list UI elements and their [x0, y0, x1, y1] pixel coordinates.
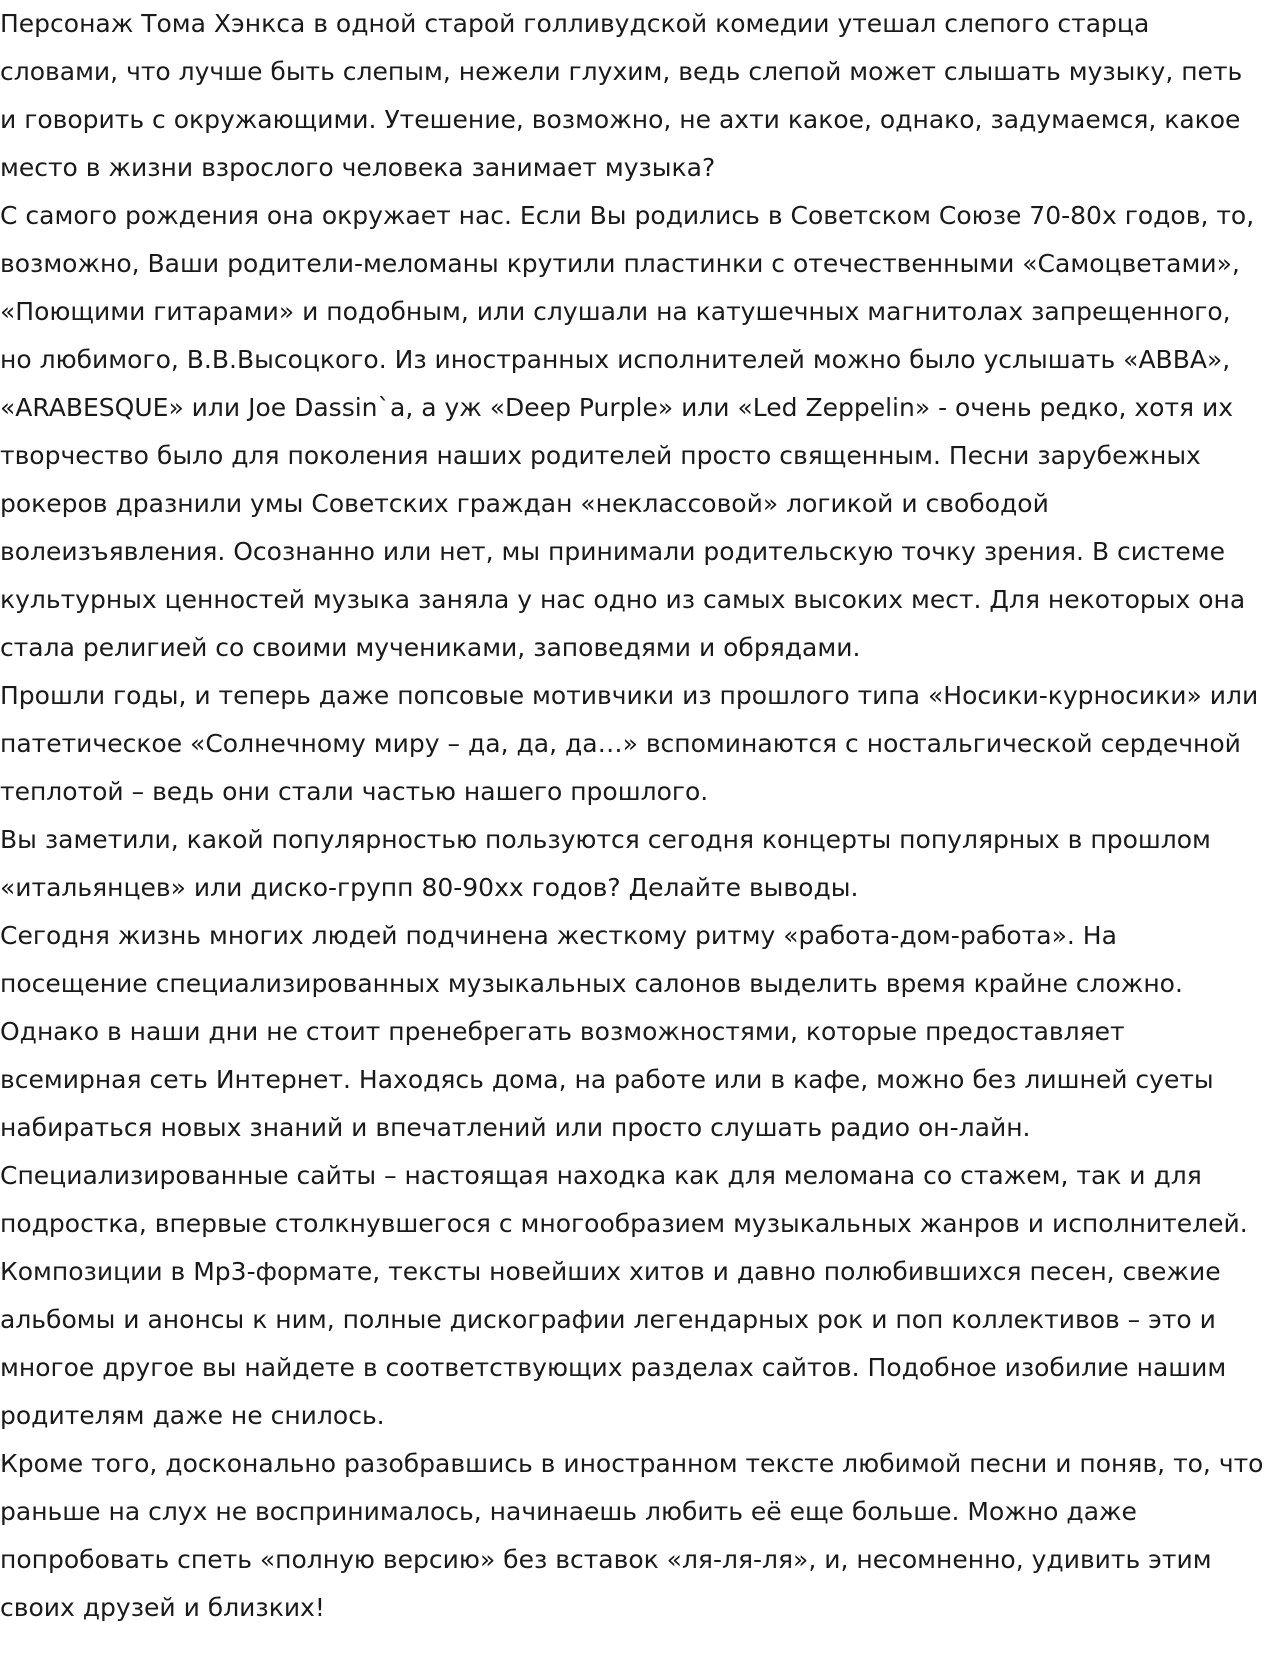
paragraph-internet: Сегодня жизнь многих людей подчинена жесткому ритму «работа-дом-работа». На посещение специализированных музыкальных салонов выделить время крайне сложно. Однако в наши дни не стоит пренебрегать возможностями, которые предоставляет всемирная сеть Интернет. Находясь дома, на работе или в кафе, можно без лишней суеты набираться новых знаний и впечатлений или просто слушать радио он-лайн. — [0, 921, 1214, 1142]
paragraph-soviet-music: С самого рождения она окружает нас. Если Вы родились в Советском Союзе 70-80х годов, то, возможно, Ваши родители-меломаны крутили пластинки с отечественными «Самоцветами», «Поющими гитарами» и подобным, или слушали на катушечных магнитолах запрещенного, но любимого, В.В.Высоцкого. Из иностранных исполнителей можно было услышать «ABBA», «ARABESQUE» или Joe Dassin`a, а уж «Deep Purple» или «Led Zeppelin» - очень редко, хотя их творчество было для поколения наших родителей просто священным. Песни зарубежных рокеров дразнили умы Советских граждан «неклассовой» логикой и свободой волеизъявления. Осознанно или нет, мы принимали родительскую точку зрения. В системе культурных ценностей музыка заняла у нас одно из самых высоких мест. Для некоторых она стала религией со своими мучениками, заповедями и обрядами. — [0, 201, 1255, 662]
paragraph-nostalgia: Прошли годы, и теперь даже попсовые мотивчики из прошлого типа «Носики-курносики» или патетическое «Солнечному миру – да, да, да…» вспоминаются с ностальгической сердечной теплотой – ведь они стали частью нашего прошлого. — [0, 681, 1259, 806]
paragraph-intro: Персонаж Тома Хэнкса в одной старой голливудской комедии утешал слепого старца словами, что лучше быть слепым, нежели глухим, ведь слепой может слышать музыку, петь и говорить с окружающими. Утешение, возможно, не ахти какое, однако, задумаемся, какое место в жизни взрослого человека занимает музыка? — [0, 9, 1243, 182]
paragraph-music-sites: Специализированные сайты – настоящая находка как для меломана со стажем, так и для подростка, впервые столкнувшегося с многообразием музыкальных жанров и исполнителей. Композиции в Mp3-формате, тексты новейших хитов и давно полюбившихся песен, свежие альбомы и анонсы к ним, полные дискографии легендарных рок и поп коллективов – это и многое другое вы найдете в соответствующих разделах сайтов. Подобное изобилие нашим родителям даже не снилось. — [0, 1161, 1248, 1430]
paragraph-concerts: Вы заметили, какой популярностью пользуются сегодня концерты популярных в прошлом «итальянцев» или диско-групп 80-90хх годов? Делайте выводы. — [0, 825, 1211, 902]
paragraph-lyrics: Кроме того, досконально разобравшись в иностранном тексте любимой песни и поняв, то, что раньше на слух не воспринималось, начинаешь любить её еще больше. Можно даже попробовать спеть «полную версию» без вставок «ля-ля-ля», и, несомненно, удивить этим своих друзей и близких! — [0, 1449, 1264, 1622]
